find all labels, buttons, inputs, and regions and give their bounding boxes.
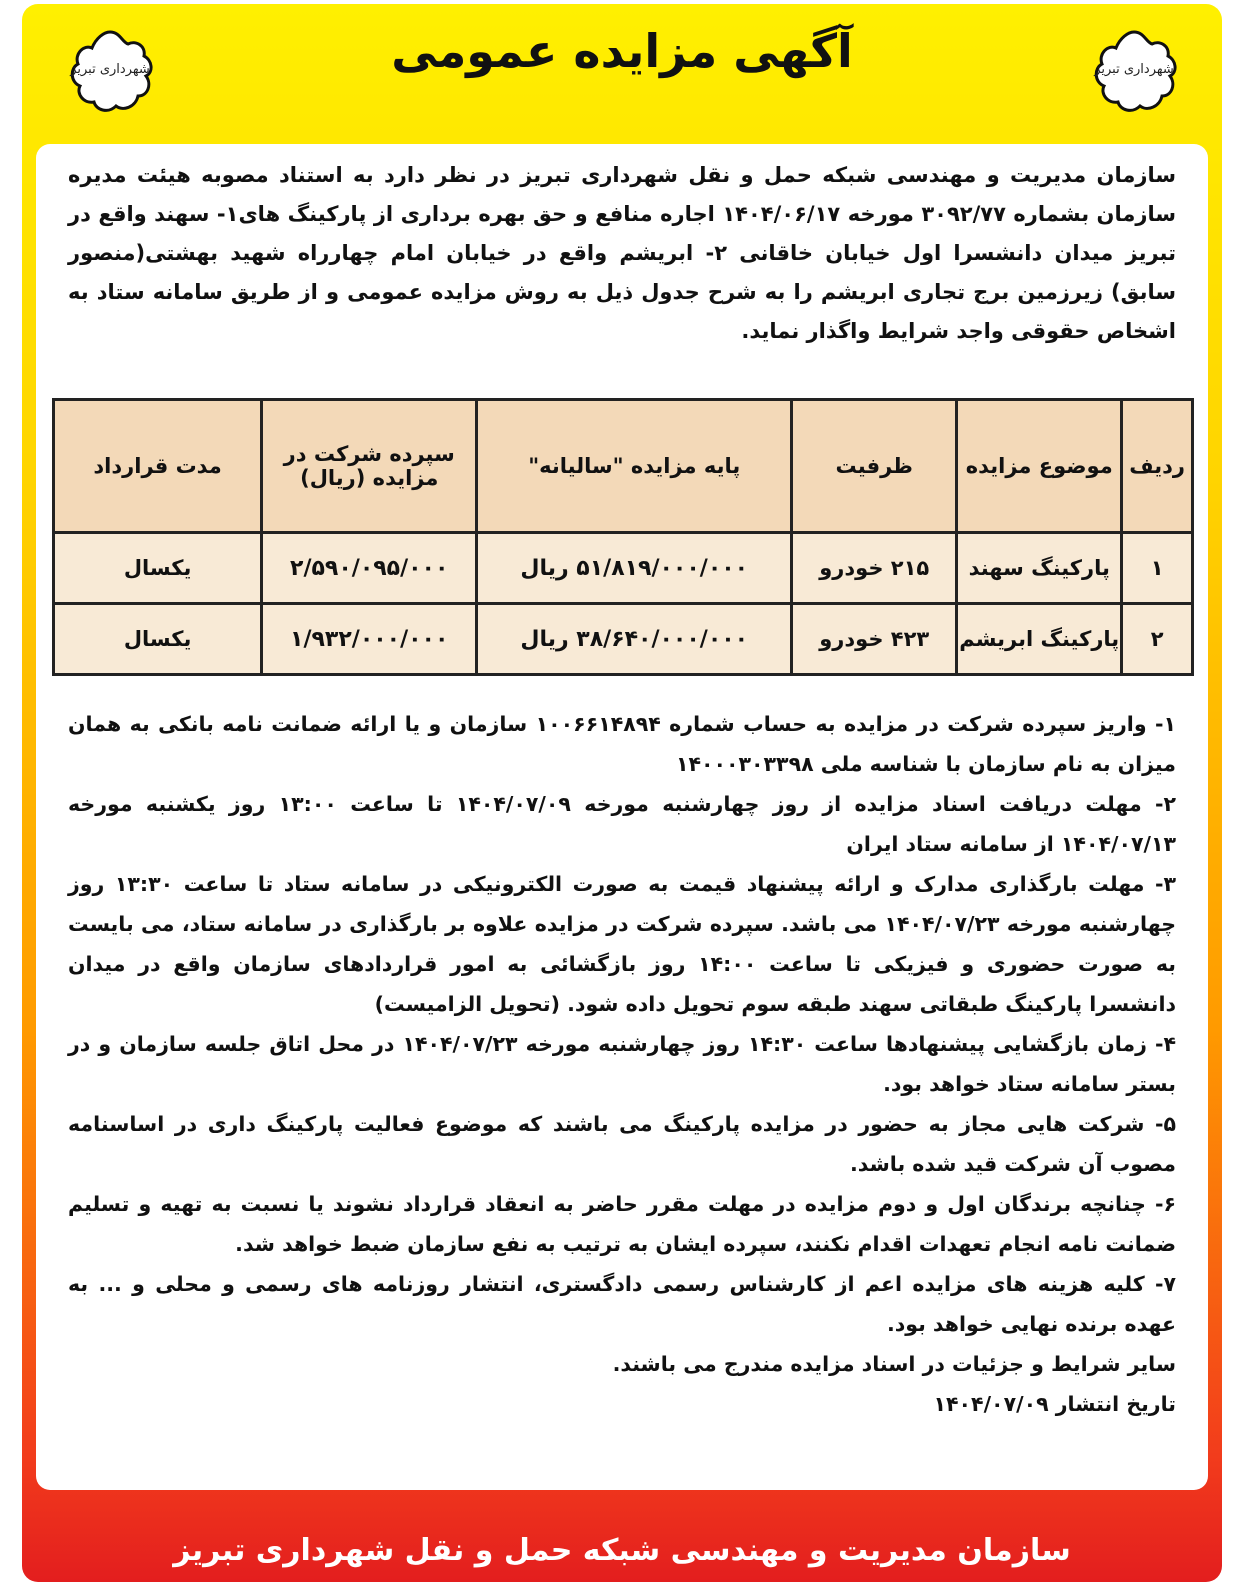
header-deposit: سپرده شرکت در مزایده (ریال): [262, 400, 477, 533]
condition-item: ۴- زمان بازگشایی پیشنهادها ساعت ۱۴:۳۰ روز چهارشنبه مورخه ۱۴۰۴/۰۷/۲۳ در محل اتاق جلسه سازمان و در بستر سامانه ستاد خواهد بود.: [68, 1032, 1176, 1096]
cell-row-number: ۲: [1122, 604, 1193, 675]
other-conditions: سایر شرایط و جزئیات در اسناد مزایده مندرج می باشند.: [612, 1352, 1176, 1376]
cell-capacity: ۴۲۳ خودرو: [792, 604, 957, 675]
cell-base-price: ۵۱/۸۱۹/۰۰۰/۰۰۰ ریال: [477, 533, 792, 604]
table-row: [54, 533, 1193, 604]
table-header-row: [54, 400, 1193, 533]
condition-item: ۵- شرکت هایی مجاز به حضور در مزایده پارکینگ می باشند که موضوع فعالیت پارکینگ داری در اساسنامه مصوب آن شرکت قید شده باشد.: [68, 1112, 1176, 1176]
cell-duration: یکسال: [54, 533, 262, 604]
header-capacity: ظرفیت: [792, 400, 957, 533]
intro-paragraph: سازمان مدیریت و مهندسی شبکه حمل و نقل شهرداری تبریز در نظر دارد به استناد مصوبه هیئت مدیره سازمان بشماره ۳۰۹۲/۷۷ مورخه ۱۴۰۴/۰۶/۱۷ اجاره منافع و حق بهره برداری از پارکینگ های۱- سهند واقع در تبریز میدان دانشسرا اول خیابان خاقانی ۲- ابریشم واقع در خیابان امام چهارراه شهید بهشتی(منصور سابق) زیرزمین برج تجاری ابریشم را به شرح جدول ذیل به روش مزایده عمومی و از طریق سامانه ستاد به اشخاص حقوقی واجد شرایط واگذار نماید.: [68, 163, 1176, 343]
notice-body: [36, 144, 1208, 1490]
header-contract-duration: مدت قرارداد: [54, 400, 262, 533]
footer-organization: سازمان مدیریت و مهندسی شبکه حمل و نقل شهرداری تبریز: [173, 1533, 1071, 1568]
header-row-number: ردیف: [1122, 400, 1193, 533]
condition-item: ۷- کلیه هزینه های مزایده اعم از کارشناس رسمی دادگستری، انتشار روزنامه های رسمی و محلی و ... به عهده برنده نهایی خواهد بود.: [68, 1272, 1176, 1336]
header-base-price: پایه مزایده "سالیانه": [477, 400, 792, 533]
cell-deposit: ۲/۵۹۰/۰۹۵/۰۰۰: [262, 533, 477, 604]
cell-row-number: ۱: [1122, 533, 1193, 604]
auction-table: [52, 398, 1194, 676]
cell-base-price: ۳۸/۶۴۰/۰۰۰/۰۰۰ ریال: [477, 604, 792, 675]
table-row: [54, 604, 1193, 675]
notice-frame: [22, 4, 1222, 1582]
cell-duration: یکسال: [54, 604, 262, 675]
cell-capacity: ۲۱۵ خودرو: [792, 533, 957, 604]
condition-item: ۶- چنانچه برندگان اول و دوم مزایده در مهلت مقرر حاضر به انعقاد قرارداد نشوند یا نسبت به تهیه و تسلیم ضمانت نامه انجام تعهدات اقدام نکنند، سپرده ایشان به ترتیب به نفع سازمان ضبط خواهد شد.: [68, 1192, 1176, 1256]
cell-subject: پارکینگ ابریشم: [957, 604, 1122, 675]
header-subject: موضوع مزایده: [957, 400, 1122, 533]
condition-item: ۳- مهلت بارگذاری مدارک و ارائه پیشنهاد قیمت به صورت الکترونیکی در سامانه ستاد تا ساعت ۱۳:۳۰ روز چهارشنبه مورخه ۱۴۰۴/۰۷/۲۳ می باشد. سپرده شرکت در مزایده علاوه بر بارگذاری در سامانه ستاد، می بایست به صورت حضوری و فیزیکی تا ساعت ۱۴:۰۰ روز بازگشائی به امور قراردادهای سازمان واقع در میدان دانشسرا پارکینگ طبقاتی سهند طبقه سوم تحویل داده شود. (تحویل الزامیست): [68, 872, 1177, 1016]
cell-subject: پارکینگ سهند: [957, 533, 1122, 604]
condition-item: ۲- مهلت دریافت اسناد مزایده از روز چهارشنبه مورخه ۱۴۰۴/۰۷/۰۹ تا ساعت ۱۳:۰۰ روز یکشنبه مورخه ۱۴۰۴/۰۷/۱۳ از سامانه ستاد ایران: [68, 792, 1177, 856]
page-title: آگهی مزایده عمومی: [391, 24, 853, 78]
cell-deposit: ۱/۹۳۲/۰۰۰/۰۰۰: [262, 604, 477, 675]
condition-item: ۱- واریز سپرده شرکت در مزایده به حساب شماره ۱۰۰۶۶۱۴۸۹۴ سازمان و یا ارائه ضمانت نامه بانکی به همان میزان به نام سازمان با شناسه ملی ۱۴۰۰۰۳۰۳۳۹۸: [68, 712, 1177, 776]
publication-date: تاریخ انتشار ۱۴۰۴/۰۷/۰۹: [933, 1392, 1176, 1416]
conditions-list: [68, 704, 1176, 1424]
logo-text: شهرداری تبریز: [1094, 62, 1174, 77]
logo-text: شهرداری تبریز: [70, 62, 150, 77]
